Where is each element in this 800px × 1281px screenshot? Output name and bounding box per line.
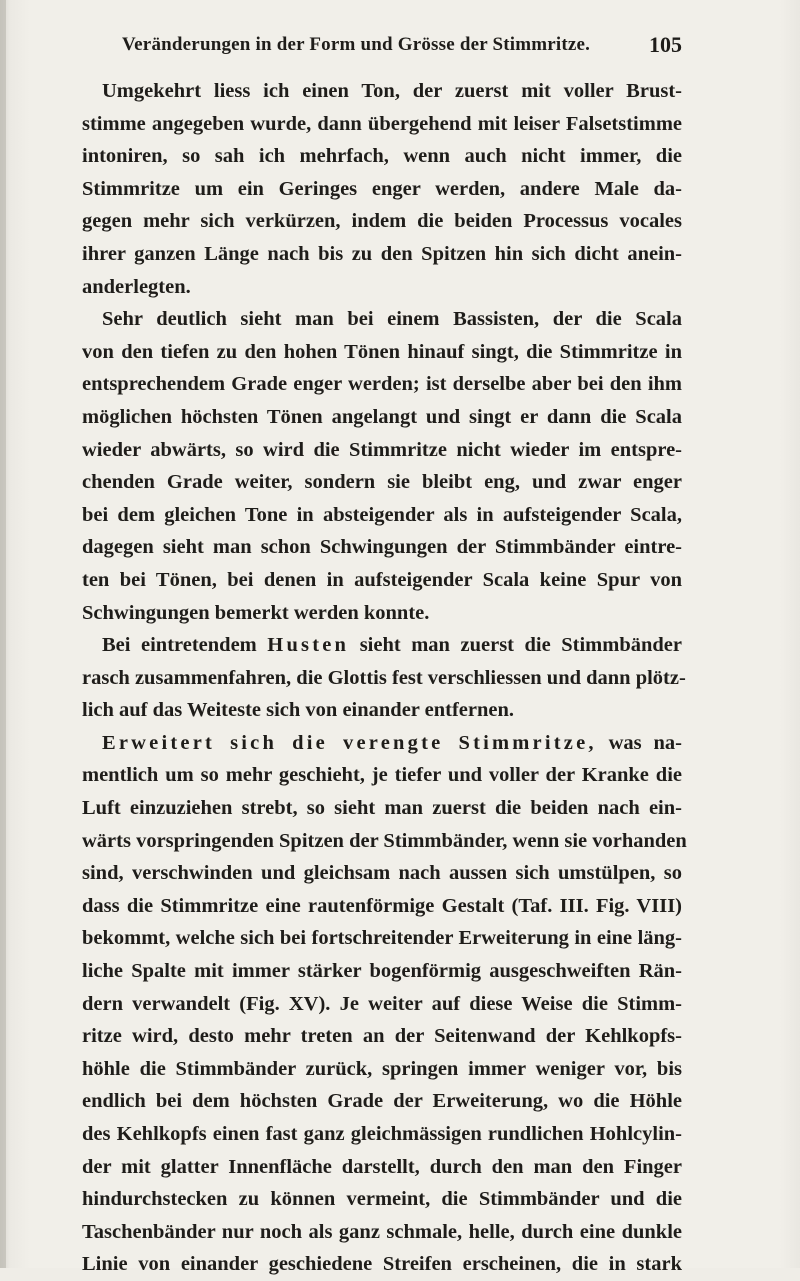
text-line: gegen mehr sich verkürzen, indem die beiden Processus vocales — [82, 210, 682, 233]
page-gutter-shadow — [0, 0, 6, 1268]
text-line — [82, 727, 682, 760]
running-title: Veränderungen in der Form und Grösse der Stimmritze. — [122, 34, 591, 55]
page-header — [122, 34, 682, 64]
text-line: Sehr deutlich sieht man bei einem Bassisten, der die Scala — [102, 308, 682, 331]
text-line: liche Spalte mit immer stärker bogenförmig ausgeschweiften Rän- — [82, 960, 682, 983]
text-line: chenden Grade weiter, sondern sie bleibt eng, und zwar enger — [82, 471, 682, 494]
text-line: höhle die Stimmbänder zurück, springen immer weniger vor, bis — [82, 1057, 682, 1080]
text-line: rasch zusammenfahren, die Glottis fest verschliessen und dann plötz- — [82, 666, 686, 689]
text-run: was na- — [596, 731, 682, 754]
text-line: wärts vorspringenden Spitzen der Stimmbänder, wenn sie vorhanden — [82, 829, 687, 852]
text-line: dass die Stimmritze eine rautenförmige Gestalt (Taf. III. Fig. VIII) — [82, 894, 682, 917]
text-line — [82, 629, 682, 662]
text-line: lich auf das Weiteste sich von einander entfernen. — [82, 699, 515, 722]
body-text — [82, 75, 687, 1281]
page-number: 105 — [649, 32, 682, 57]
text-line: Schwingungen bemerkt werden konnte. — [82, 601, 430, 624]
text-line: Taschenbänder nur noch als ganz schmale, helle, durch eine dunkle — [82, 1220, 682, 1243]
text-line: dagegen sieht man schon Schwingungen der Stimmbänder eintre- — [82, 536, 682, 559]
emphasized-term: Erweitert sich die verengte Stimmritze, — [102, 731, 597, 754]
text-line: des Kehlkopfs einen fast ganz gleichmässigen rundlichen Hohlcylin- — [82, 1123, 682, 1145]
text-line: stimme angegeben wurde, dann übergehend mit leiser Falsetstimme — [82, 112, 682, 135]
emphasized-term: Husten — [267, 634, 350, 657]
text-line: mentlich um so mehr geschieht, je tiefer und voller der Kranke die — [82, 764, 682, 787]
text-line: bei dem gleichen Tone in absteigender als in aufsteigender Scala, — [82, 503, 682, 526]
text-line: wieder abwärts, so wird die Stimmritze nicht wieder im entspre- — [82, 438, 682, 461]
text-run: Bei eintretendem — [102, 634, 268, 657]
text-line: ihrer ganzen Länge nach bis zu den Spitzen hin sich dicht anein- — [82, 242, 682, 265]
text-line: Luft einzuziehen strebt, so sieht man zuerst die beiden nach ein- — [82, 797, 682, 820]
text-line: ten bei Tönen, bei denen in aufsteigender Scala keine Spur von — [82, 568, 682, 591]
text-line: ritze wird, desto mehr treten an der Seitenwand der Kehlkopfs- — [82, 1025, 682, 1048]
text-line: bekommt, welche sich bei fortschreitender Erweiterung in eine läng- — [82, 927, 682, 950]
text-line: von den tiefen zu den hohen Tönen hinauf singt, die Stimmritze in — [82, 340, 682, 363]
text-line: entsprechendem Grade enger werden; ist derselbe aber bei den ihm — [82, 373, 682, 396]
text-line: endlich bei dem höchsten Grade der Erweiterung, wo die Höhle — [82, 1090, 682, 1113]
text-line: anderlegten. — [82, 275, 191, 298]
text-line: Linie von einander geschiedene Streifen erscheinen, die in stark — [82, 1253, 682, 1276]
text-line: intoniren, so sah ich mehrfach, wenn auch nicht immer, die — [82, 145, 682, 168]
text-run: sieht man zuerst die Stimmbänder — [349, 634, 682, 657]
text-line: Stimmritze um ein Geringes enger werden, andere Male da- — [82, 177, 682, 200]
text-line: dern verwandelt (Fig. XV). Je weiter auf diese Weise die Stimm- — [82, 992, 682, 1015]
text-line: sind, verschwinden und gleichsam nach aussen sich umstülpen, so — [82, 862, 682, 885]
text-line: Umgekehrt liess ich einen Ton, der zuerst mit voller Brust- — [102, 80, 682, 102]
text-line: hindurchstecken zu können vermeint, die Stimmbänder und die — [82, 1188, 682, 1211]
text-line: der mit glatter Innenfläche darstellt, durch den man den Finger — [82, 1155, 682, 1178]
text-line: möglichen höchsten Tönen angelangt und singt er dann die Scala — [82, 405, 682, 428]
